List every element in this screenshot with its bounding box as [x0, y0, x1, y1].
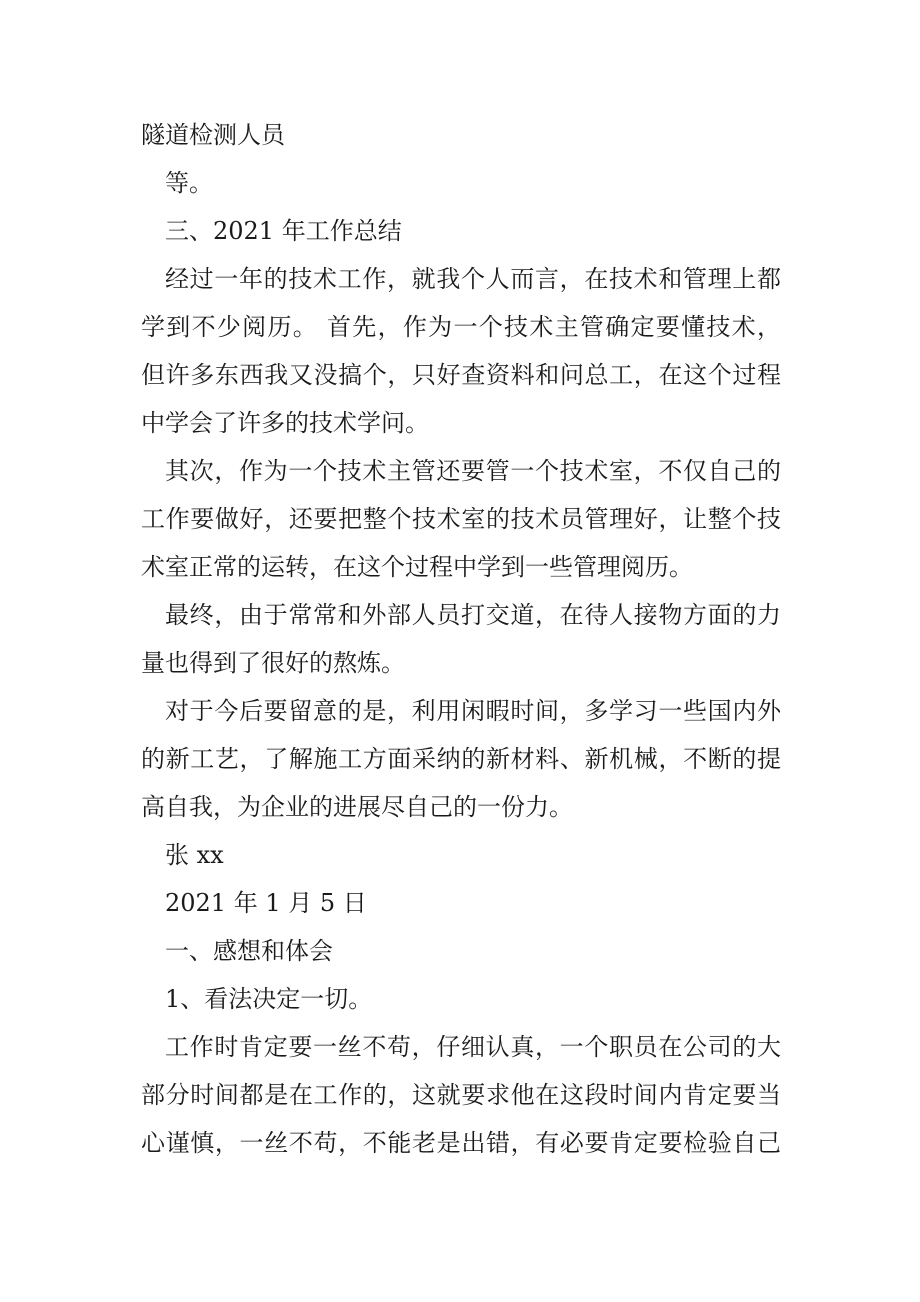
paragraph-line: 中学会了许多的技术学问。: [141, 409, 429, 437]
paragraph-line: 的新工艺，了解施工方面采纳的新材料、新机械，不断的提: [141, 745, 781, 773]
paragraph-line: 工作时肯定要一丝不苟，仔细认真，一个职员在公司的大: [165, 1033, 781, 1061]
section-heading: 三、2021 年工作总结: [165, 217, 402, 245]
paragraph-line: 部分时间都是在工作的，这就要求他在这段时间内肯定要当: [141, 1081, 781, 1109]
paragraph-line: 经过一年的技术工作，就我个人而言，在技术和管理上都: [165, 265, 781, 293]
paragraph-line: 其次，作为一个技术主管还要管一个技术室，不仅自己的: [165, 457, 781, 485]
paragraph-line: 心谨慎，一丝不苟，不能老是出错，有必要肯定要检验自己: [141, 1129, 781, 1157]
signature-date: 2021 年 1 月 5 日: [165, 889, 367, 917]
paragraph-line: 高自我，为企业的进展尽自己的一份力。: [141, 793, 573, 821]
text-line: 隧道检测人员: [141, 121, 285, 149]
section-heading: 一、感想和体会: [165, 937, 333, 965]
subsection-heading: 1、看法决定一切。: [165, 985, 373, 1013]
paragraph-line: 对于今后要留意的是，利用闲暇时间，多学习一些国内外: [165, 697, 781, 725]
paragraph-line: 术室正常的运转，在这个过程中学到一些管理阅历。: [141, 553, 693, 581]
signature-name: 张 xx: [165, 841, 224, 869]
paragraph-line: 量也得到了很好的熬炼。: [141, 649, 405, 677]
paragraph-line: 学到不少阅历。 首先，作为一个技术主管确定要懂技术，: [141, 313, 781, 341]
paragraph-line: 工作要做好，还要把整个技术室的技术员管理好，让整个技: [141, 505, 781, 533]
text-line: 等。: [165, 169, 213, 197]
paragraph-line: 但许多东西我又没搞个，只好查资料和问总工，在这个过程: [141, 361, 781, 389]
document-body: [141, 111, 781, 1167]
paragraph-line: 最终，由于常常和外部人员打交道，在待人接物方面的力: [165, 601, 781, 629]
